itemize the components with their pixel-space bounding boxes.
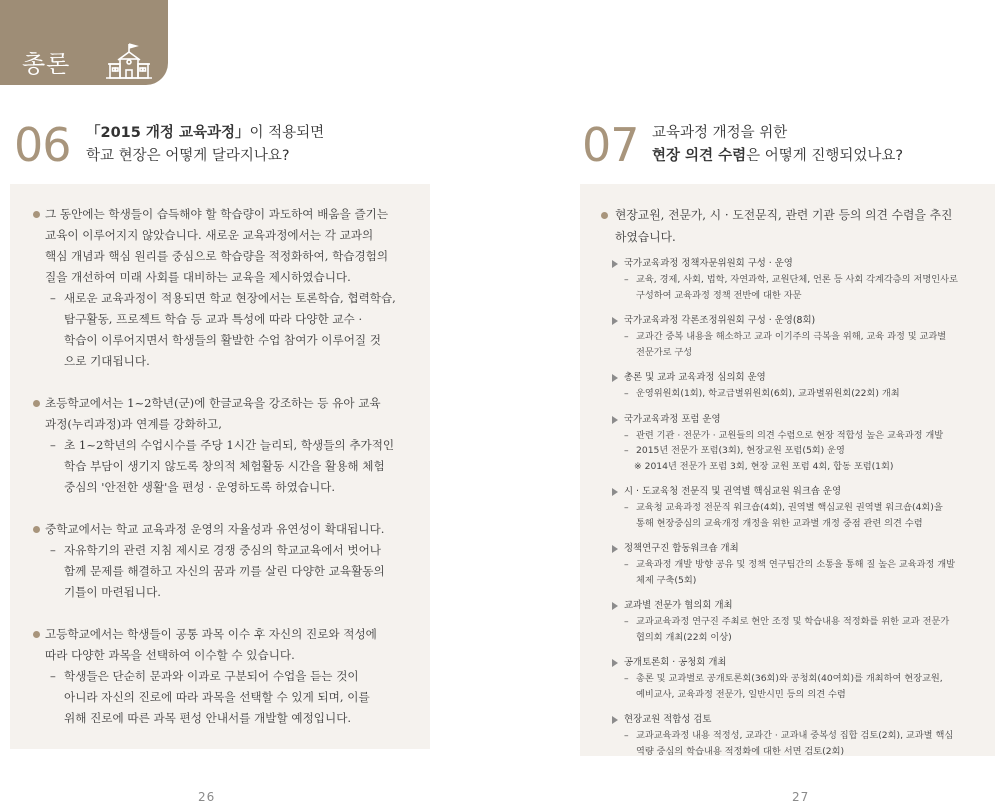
triangle-marker-icon bbox=[612, 317, 618, 325]
bullet-dot bbox=[33, 211, 40, 218]
title-bold: 현장 의견 수렴 bbox=[652, 148, 747, 164]
paragraph-line: 과정(누리과정)과 연계를 강화하고, bbox=[45, 417, 222, 431]
dash-mark: – bbox=[50, 291, 56, 305]
paragraph-line: 학습이 이루어지면서 학생들의 활발한 수업 참여가 이루어질 것 bbox=[64, 333, 381, 347]
paragraph-line: 그 동안에는 학생들이 습득해야 할 학습량이 과도하여 배움을 즐기는 bbox=[45, 207, 389, 221]
paragraph-line: 학습 부담이 생기지 않도록 창의적 체험활동 시간을 활용해 체험 bbox=[64, 459, 385, 473]
item-detail-line: 교육청 교육과정 전문직 워크숍(4회), 권역별 핵심교원 권역별 워크숍(4회)을 bbox=[636, 502, 943, 513]
paragraph-line: 아니라 자신의 진로에 따라 과목을 선택할 수 있게 되며, 이를 bbox=[64, 690, 370, 704]
paragraph-line: 자유학기의 관련 지침 제시로 경쟁 중심의 학교교육에서 벗어나 bbox=[64, 543, 381, 557]
item-detail-line: 구성하여 교육과정 정책 전반에 대한 자문 bbox=[636, 289, 802, 301]
dash-mark: – bbox=[50, 669, 56, 683]
paragraph-line: 교육이 이루어지지 않았습니다. 새로운 교육과정에서는 각 교과의 bbox=[45, 228, 374, 242]
bullet-dot bbox=[33, 400, 40, 407]
triangle-marker-icon bbox=[612, 260, 618, 268]
page-number-left: 26 bbox=[198, 790, 216, 804]
dash-mark: – bbox=[50, 438, 56, 452]
item-detail-line: 체제 구축(5회) bbox=[636, 574, 697, 586]
item-detail-line: 교육과정 개발 방향 공유 및 정책 연구팀간의 소통을 통해 질 높은 교육과정 개발 bbox=[636, 559, 956, 570]
dash-mark: – bbox=[624, 429, 629, 441]
item-title: 총론 및 교과 교육과정 심의회 운영 bbox=[624, 372, 766, 383]
dash-mark: – bbox=[624, 274, 629, 285]
paragraph-line: 학생들은 단순히 문과와 이과로 구분되어 수업을 듣는 것이 bbox=[64, 669, 359, 683]
chapter-tab-label: 총론 bbox=[22, 50, 71, 78]
page-number-right: 27 bbox=[792, 790, 810, 804]
item-title: 국가교육과정 포럼 운영 bbox=[624, 413, 721, 425]
item-detail-line: 역량 중심의 학습내용 적정화에 대한 서면 검토(2회) bbox=[636, 745, 845, 757]
paragraph-line: 중학교에서는 학교 교육과정 운영의 자율성과 유연성이 확대됩니다. bbox=[45, 522, 385, 536]
item-detail-line: 총론 및 교과별로 공개토론회(36회)와 공청회(40여회)를 개최하여 현장교원, bbox=[636, 673, 943, 684]
paragraph-line: 질을 개선하여 미래 사회를 대비하는 교육을 제시하였습니다. bbox=[45, 270, 351, 284]
dash-mark: – bbox=[624, 730, 629, 741]
question-number-06: 06 bbox=[14, 118, 71, 172]
paragraph-line: 탐구활동, 프로젝트 학습 등 교과 특성에 따라 다양한 교수 · bbox=[64, 312, 363, 326]
triangle-marker-icon bbox=[612, 374, 618, 382]
item-detail-line: ※ 2014년 전문가 포럼 3회, 현장 교원 포럼 4회, 합동 포럼(1회) bbox=[634, 460, 894, 472]
dash-mark: – bbox=[624, 445, 629, 456]
item-detail-line: 교과교육과정 내용 적정성, 교과간 · 교과내 중복성 집합 검토(2회), 교과별 핵심 bbox=[636, 730, 954, 741]
item-detail-line: 2015년 전문가 포럼(3회), 현장교원 포럼(5회) 운영 bbox=[636, 445, 845, 456]
paragraph-line: 중심의 '안전한 생활'을 편성 · 운영하도록 하였습니다. bbox=[64, 480, 336, 494]
chapter-tab bbox=[0, 0, 168, 85]
item-detail-line: 협의회 개최(22회 이상) bbox=[636, 631, 732, 643]
item-title: 국가교육과정 각론조정위원회 구성 · 운영(8회) bbox=[624, 315, 816, 326]
triangle-marker-icon bbox=[612, 416, 618, 424]
dash-mark: – bbox=[624, 502, 629, 513]
paragraph-line: 새로운 교육과정이 적용되면 학교 현장에서는 토론학습, 협력학습, bbox=[64, 291, 396, 305]
item-title: 시 · 도교육청 전문직 및 권역별 핵심교원 워크숍 운영 bbox=[624, 486, 842, 497]
title-rest: 이 적용되면 bbox=[249, 125, 325, 141]
paragraph-line: 초 1~2학년의 수업시수를 주당 1시간 늘리되, 학생들의 추가적인 bbox=[64, 438, 395, 452]
triangle-marker-icon bbox=[612, 716, 618, 724]
bullet-dot bbox=[601, 212, 608, 219]
dash-mark: – bbox=[624, 559, 629, 570]
bullet-dot bbox=[33, 526, 40, 533]
school-building-icon bbox=[106, 42, 152, 80]
item-detail-line: 운영위원회(1회), 학교급별위원회(6회), 교과별위원회(22회) 개최 bbox=[636, 388, 900, 399]
item-title: 교과별 전문가 협의회 개최 bbox=[624, 600, 733, 611]
paragraph-line: 위해 진로에 따른 과목 편성 안내서를 개발할 예정입니다. bbox=[64, 711, 352, 725]
item-detail-line: 교과간 중복 내용을 해소하고 교과 이기주의 극복을 위해, 교육 과정 및 교과별 bbox=[636, 331, 947, 342]
item-title: 정책연구진 합동워크숍 개최 bbox=[624, 543, 739, 554]
paragraph-line: 따라 다양한 과목을 선택하여 이수할 수 있습니다. bbox=[45, 648, 295, 662]
item-detail-line: 관련 기관 · 전문가 · 교원들의 의견 수렴으로 현장 적합성 높은 교육과정 개발 bbox=[636, 429, 944, 441]
paragraph-line: 함께 문제를 해결하고 자신의 꿈과 끼를 살린 다양한 교육활동의 bbox=[64, 564, 385, 578]
dash-mark: – bbox=[50, 543, 56, 557]
paragraph-line: 초등학교에서는 1~2학년(군)에 한글교육을 강조하는 등 유아 교육 bbox=[45, 396, 381, 410]
paragraph-line: 고등학교에서는 학생들이 공통 과목 이수 후 자신의 진로와 적성에 bbox=[45, 627, 377, 641]
title-line1: 교육과정 개정을 위한 bbox=[652, 125, 788, 141]
item-title: 공개토론회 · 공청회 개최 bbox=[624, 657, 727, 668]
paragraph-line: 으로 기대됩니다. bbox=[64, 354, 150, 368]
item-title: 국가교육과정 정책자문위원회 구성 · 운영 bbox=[624, 258, 793, 269]
title-bold: 「2015 개정 교육과정」 bbox=[86, 125, 250, 141]
paragraph-line: 핵심 개념과 핵심 원리를 중심으로 학습량을 적정화하여, 학습경험의 bbox=[45, 249, 389, 263]
bullet-dot bbox=[33, 631, 40, 638]
question-title-06 bbox=[86, 122, 324, 168]
paragraph-line: 기틀이 마련됩니다. bbox=[64, 585, 161, 599]
item-detail-line: 예비교사, 교육과정 전문가, 일반시민 등의 의견 수렴 bbox=[636, 688, 846, 700]
dash-mark: – bbox=[624, 331, 629, 342]
triangle-marker-icon bbox=[612, 488, 618, 496]
item-detail-line: 교과교육과정 연구진 주최로 현안 조정 및 학습내용 적정화를 위한 교과 전문가 bbox=[636, 616, 950, 627]
dash-mark: – bbox=[624, 388, 629, 399]
question-number-07: 07 bbox=[582, 118, 639, 172]
intro-line: 하였습니다. bbox=[615, 230, 676, 244]
triangle-marker-icon bbox=[612, 545, 618, 553]
dash-mark: – bbox=[624, 673, 629, 684]
item-detail-line: 통해 현장중심의 교육개정 개정을 위한 교과별 개정 중점 관련 의견 수렴 bbox=[636, 517, 923, 529]
title-line2: 학교 현장은 어떻게 달라지나요? bbox=[86, 148, 290, 164]
intro-line: 현장교원, 전문가, 시 · 도전문직, 관련 기관 등의 의견 수렴을 추진 bbox=[615, 208, 953, 222]
question-title-07 bbox=[652, 122, 903, 168]
item-title: 현장교원 적합성 검토 bbox=[624, 714, 712, 725]
item-detail-line: 교육, 경제, 사회, 법학, 자연과학, 교원단체, 언론 등 사회 각계각층의 저명인사로 bbox=[636, 274, 958, 285]
item-detail-line: 전문가로 구성 bbox=[636, 346, 693, 358]
triangle-marker-icon bbox=[612, 602, 618, 610]
triangle-marker-icon bbox=[612, 659, 618, 667]
title-rest: 은 어떻게 진행되었나요? bbox=[746, 148, 904, 164]
dash-mark: – bbox=[624, 616, 629, 627]
